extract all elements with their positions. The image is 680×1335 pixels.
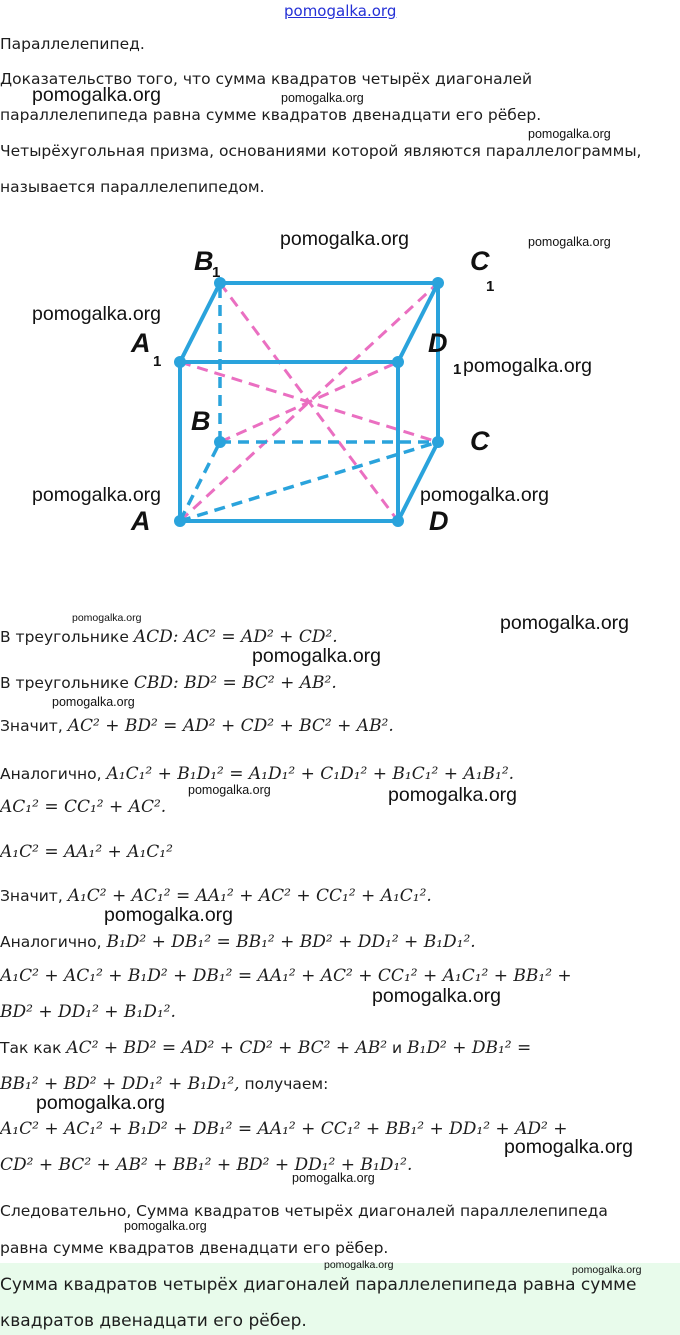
- vertex-c: [432, 436, 444, 448]
- proof-line-2: В треугольнике CBD: BD² = BC² + AB².: [0, 673, 337, 693]
- watermark: pomogalka.org: [188, 783, 271, 797]
- watermark: pomogalka.org: [104, 904, 233, 926]
- watermark: pomogalka.org: [124, 1219, 207, 1233]
- definition-line-1: Четырёхугольная призма, основаниями которой являются параллелограммы,: [0, 142, 642, 160]
- proof-line-5: AC₁² = CC₁² + AC².: [0, 797, 167, 817]
- diagonal-b-d1: [220, 362, 398, 442]
- watermark: pomogalka.org: [280, 228, 409, 250]
- edge-a1b1: [180, 283, 220, 362]
- watermark: pomogalka.org: [32, 84, 161, 106]
- task-line-2: параллелепипеда равна сумме квадратов двенадцати его рёбер.: [0, 106, 542, 124]
- proof-line-9: A₁C² + AC₁² + B₁D² + DB₁² = AA₁² + AC² + CC₁² + A₁C₁² + BB₁² +: [0, 966, 572, 986]
- watermark: pomogalka.org: [36, 1092, 165, 1114]
- watermark: pomogalka.org: [500, 612, 629, 634]
- proof-line-10: BD² + DD₁² + B₁D₁².: [0, 1002, 176, 1022]
- watermark: pomogalka.org: [388, 784, 517, 806]
- label-c: C: [470, 426, 490, 456]
- label-b1: B: [194, 246, 214, 276]
- watermark: pomogalka.org: [252, 645, 381, 667]
- label-b: B: [191, 406, 211, 436]
- label-b1-sub: 1: [212, 264, 221, 281]
- label-a1-sub: 1: [153, 353, 162, 370]
- definition-line-2: называется параллелепипедом.: [0, 178, 265, 196]
- proof-line-6: A₁C² = AA₁² + A₁C₁²: [0, 842, 173, 862]
- proof-line-3: Значит, AC² + BD² = AD² + CD² + BC² + AB².: [0, 716, 394, 736]
- watermark: pomogalka.org: [324, 1259, 394, 1271]
- label-c1-sub: 1: [486, 278, 495, 295]
- proof-line-11: Так как AC² + BD² = AD² + CD² + BC² + AB² и B₁D² + DB₁² =: [0, 1038, 532, 1058]
- vertex-a: [174, 515, 186, 527]
- watermark: pomogalka.org: [420, 484, 549, 506]
- proof-line-4: Аналогично, A₁C₁² + B₁D₁² = A₁D₁² + C₁D₁² + B₁C₁² + A₁B₁².: [0, 764, 515, 784]
- watermark: pomogalka.org: [372, 985, 501, 1007]
- watermark: pomogalka.org: [32, 484, 161, 506]
- conclusion-line-1: Следовательно, Сумма квадратов четырёх диагоналей параллелепипеда: [0, 1202, 608, 1220]
- label-a1: A: [131, 328, 151, 358]
- label-c1: C: [470, 246, 490, 276]
- watermark: pomogalka.org: [281, 91, 364, 105]
- vertex-d1: [392, 356, 404, 368]
- answer-line-1: Сумма квадратов четырёх диагоналей параллелепипеда равна сумме: [0, 1275, 637, 1295]
- proof-line-1: В треугольнике ACD: AC² = AD² + CD².: [0, 627, 338, 647]
- vertex-d: [392, 515, 404, 527]
- label-d1: D: [428, 328, 448, 358]
- watermark: pomogalka.org: [292, 1171, 375, 1185]
- proof-line-8: Аналогично, B₁D² + DB₁² = BB₁² + BD² + DD₁² + B₁D₁².: [0, 932, 476, 952]
- label-d: D: [429, 506, 449, 536]
- site-link[interactable]: pomogalka.org: [284, 2, 397, 20]
- watermark: pomogalka.org: [504, 1136, 633, 1158]
- watermark: pomogalka.org: [72, 612, 142, 624]
- edge-ab: [180, 442, 220, 521]
- vertex-c1: [432, 277, 444, 289]
- watermark: pomogalka.org: [32, 303, 161, 325]
- label-a: A: [131, 506, 151, 536]
- watermark: pomogalka.org: [572, 1264, 642, 1276]
- vertex-b: [214, 436, 226, 448]
- proof-line-7: Значит, A₁C² + AC₁² = AA₁² + AC² + CC₁² + A₁C₁².: [0, 886, 432, 906]
- page-title: Параллелепипед.: [0, 35, 145, 53]
- watermark: pomogalka.org: [528, 127, 611, 141]
- watermark: pomogalka.org: [528, 235, 611, 249]
- conclusion-line-2: равна сумме квадратов двенадцати его рёбер.: [0, 1239, 389, 1257]
- proof-line-12: BB₁² + BD² + DD₁² + B₁D₁², получаем:: [0, 1074, 329, 1094]
- answer-line-2: квадратов двенадцати его рёбер.: [0, 1311, 307, 1331]
- proof-line-13: A₁C² + AC₁² + B₁D² + DB₁² = AA₁² + CC₁² + BB₁² + DD₁² + AD² +: [0, 1119, 568, 1139]
- watermark: pomogalka.org: [52, 695, 135, 709]
- watermark: pomogalka.org: [463, 355, 592, 377]
- task-line-1: Доказательство того, что сумма квадратов четырёх диагоналей: [0, 70, 533, 88]
- label-d1-sub: 1: [453, 361, 462, 378]
- vertex-a1: [174, 356, 186, 368]
- proof-line-14: CD² + BC² + AB² + BB₁² + BD² + DD₁² + B₁D₁².: [0, 1155, 413, 1175]
